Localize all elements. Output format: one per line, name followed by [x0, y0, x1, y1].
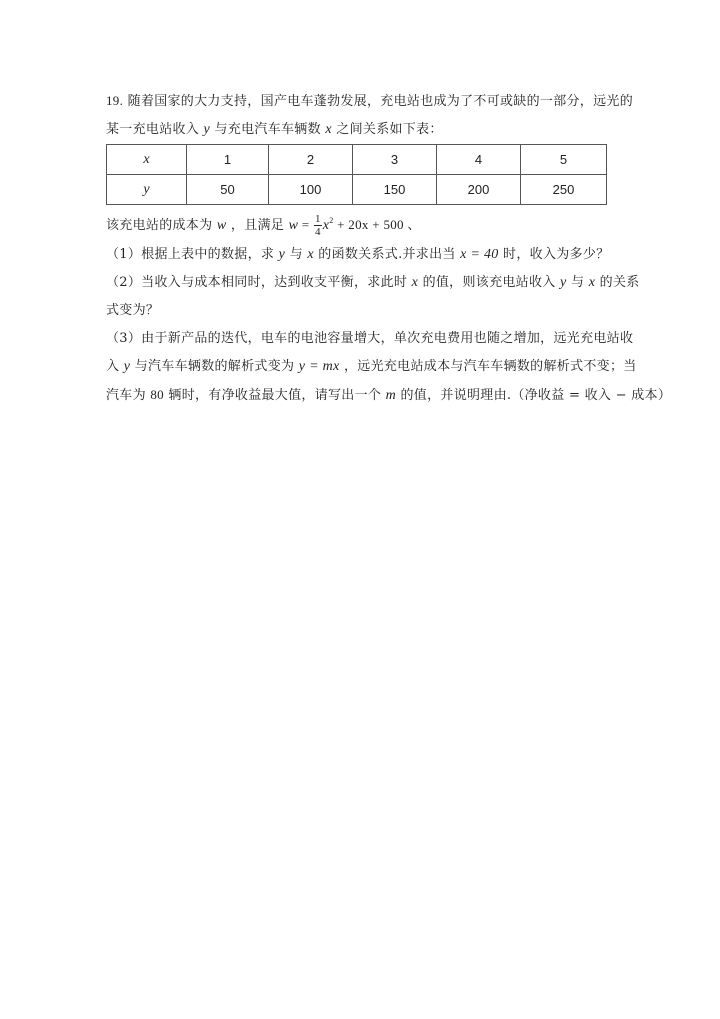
q2-text-d: 的关系	[599, 275, 640, 290]
q2-text-a: （2）当收入与成本相同时，达到收支平衡，求此时	[106, 275, 408, 290]
formula-x: x	[322, 218, 330, 233]
fraction-numerator: 1	[314, 212, 321, 225]
q3-text-line-1: （3）由于新产品的迭代，电车的电池容量增大，单次充电费用也随之增加，远光充电站收	[106, 331, 634, 346]
q1-condition: x = 40	[460, 247, 499, 262]
table-cell: 50	[187, 175, 269, 205]
var-y: y	[278, 247, 286, 262]
var-y: y	[560, 275, 567, 290]
table-cell: 3	[353, 145, 437, 175]
table-cell: 250	[521, 175, 607, 205]
fraction-one-quarter	[314, 213, 322, 238]
fraction-denominator: 4	[314, 225, 321, 238]
cost-text-a: 该充电站的成本为	[106, 218, 213, 233]
question-3-line-2	[106, 358, 637, 376]
table-cell: 150	[353, 175, 437, 205]
problem-number: 19.	[106, 93, 124, 108]
var-x: x	[325, 122, 332, 137]
question-1	[106, 246, 609, 264]
question-3-line-1	[106, 330, 633, 348]
intro-text-1: 随着国家的大力支持，国产电车蓬勃发展，充电站也成为了不可或缺的一部分，远光的	[127, 94, 633, 109]
cost-text-b: ，且满足	[230, 218, 285, 233]
formula-w: w	[288, 218, 299, 233]
table-cell: 1	[187, 145, 269, 175]
table-cell: 4	[437, 145, 521, 175]
table-cell: 100	[269, 175, 353, 205]
table-cell: 2	[269, 145, 353, 175]
q1-text-d: 时，收入为多少？	[503, 247, 610, 262]
problem-intro-line-1	[106, 92, 633, 111]
question-3-line-3	[106, 386, 671, 405]
formula-rest: + 20x + 500	[333, 217, 404, 232]
q2-text-c: 与	[570, 275, 585, 290]
formula-eq: =	[298, 217, 313, 232]
formula-exponent: 2	[329, 216, 334, 225]
var-m: m	[385, 388, 397, 403]
var-x: x	[307, 247, 314, 262]
q1-text-a: （1）根据上表中的数据，求	[106, 247, 275, 262]
q3-text-3a: 汽车为	[106, 388, 146, 403]
table-cell: 200	[437, 175, 521, 205]
q1-text-b: 与	[289, 247, 303, 262]
table-row-x	[107, 145, 607, 175]
intro-text-2a: 某一充电站收入	[106, 122, 200, 137]
q3-number-80: 80	[150, 387, 164, 402]
cost-text-end: 、	[407, 218, 421, 233]
table-row-y	[107, 175, 607, 205]
cost-formula	[288, 212, 408, 238]
var-y: y	[123, 359, 131, 374]
q2-text-b: 的值，则该充电站收入	[422, 275, 556, 290]
var-x: x	[411, 275, 419, 290]
var-w: w	[216, 218, 227, 233]
table-head-y: y	[107, 175, 187, 205]
q3-text-2c: ，远光充电站成本与汽车车辆数的解析式不变；当	[343, 359, 637, 374]
q3-formula: y = mx	[298, 359, 340, 374]
intro-text-2c: 之间关系如下表：	[336, 122, 443, 137]
q1-text-c: 的函数关系式.并求出当	[318, 247, 456, 262]
var-y: y	[203, 122, 211, 137]
question-2-line-1	[106, 274, 640, 292]
var-x: x	[588, 275, 596, 290]
question-2-line-2	[106, 302, 159, 320]
data-table	[106, 144, 607, 205]
q3-text-2a: 入	[106, 359, 120, 374]
q3-text-3c: 的值，并说明理由.（净收益 = 收入 − 成本）	[400, 388, 672, 403]
q3-text-2b: 与汽车车辆数的解析式变为	[134, 359, 295, 374]
table-cell: 5	[521, 145, 607, 175]
problem-intro-line-2	[106, 121, 443, 139]
q2-text-line-2: 式变为？	[106, 303, 160, 318]
table-head-x: x	[107, 145, 187, 175]
cost-line	[106, 212, 421, 239]
intro-text-2b: 与充电汽车车辆数	[214, 122, 321, 137]
q3-text-3b: 辆时，有净收益最大值，请写出一个	[168, 388, 382, 403]
